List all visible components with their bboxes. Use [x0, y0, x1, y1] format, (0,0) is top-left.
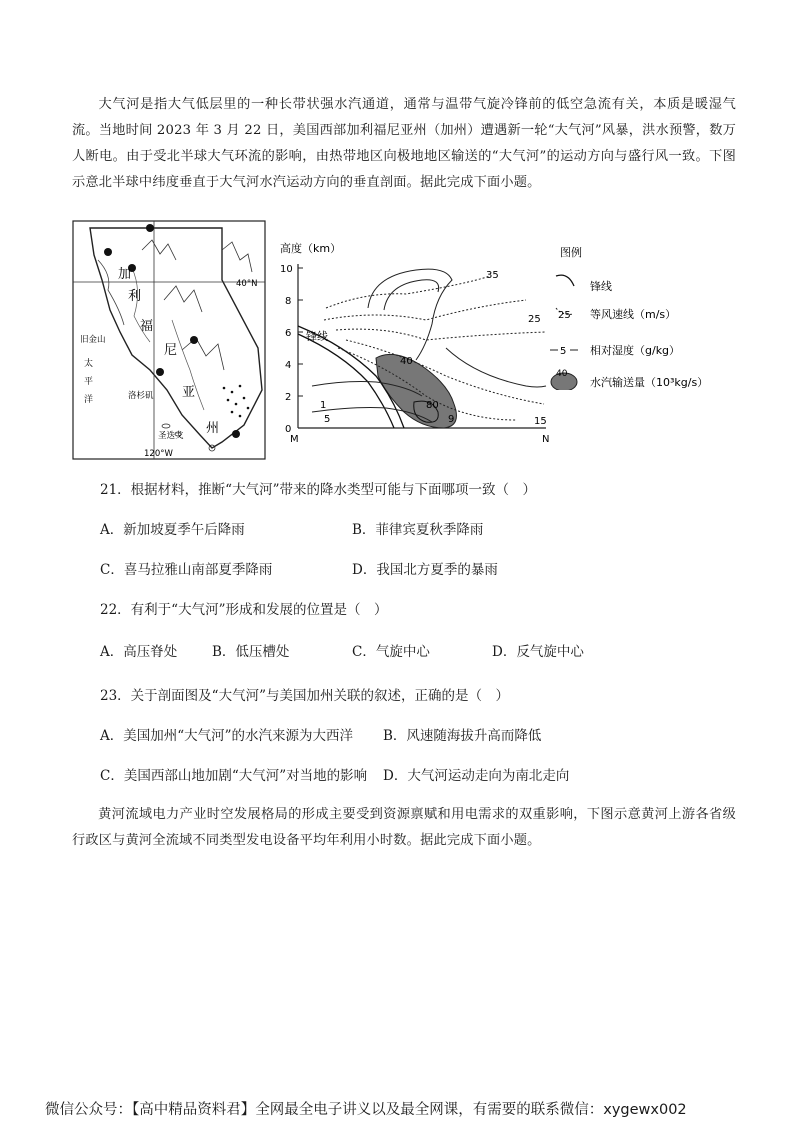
q22-option-b[interactable]: B．低压槽处: [212, 644, 290, 660]
y-axis-label: 高度（km）: [280, 242, 342, 255]
q21-option-b[interactable]: B．菲律宾夏秋季降雨: [352, 522, 484, 538]
q23-option-b[interactable]: B．风速随海拔升高而降低: [383, 728, 542, 744]
legend: [546, 240, 736, 390]
y-tick: 4: [285, 360, 292, 371]
contour-label: 15: [534, 416, 547, 427]
intro-paragraph-1: 大气河是指大气低层里的一种长带状强水汽通道，通常与温带气旋冷锋前的低空急流有关，本质是暖湿气流。当地时间 2023 年 3 月 22 日，美国西部加利福尼亚州（加州）遭遇新一轮“大气河”风暴，洪水预警，数万人断电。由于受北半球大气环流的影响，由热带地区向极地地区输送的“大气河”的运动方向与盛行风一致。下图示意北半球中纬度垂直于大气河水汽运动方向的垂直剖面。据此完成下面小题。: [72, 97, 736, 190]
longitude-label: 120°W: [144, 449, 173, 459]
x-axis-right-label: N: [542, 434, 550, 445]
latitude-label: 40°N: [236, 279, 258, 289]
state-char: 利: [128, 289, 142, 304]
ocean-char: 平: [84, 377, 94, 387]
city-los-angeles: 洛杉矶: [128, 391, 154, 401]
contour-label: 5: [324, 414, 331, 425]
contour-label: 80: [426, 400, 439, 411]
question-22-stem: 22．有利于“大气河”形成和发展的位置是（ ）: [100, 602, 388, 618]
vertical-profile-diagram: [276, 236, 566, 448]
y-tick: 6: [285, 328, 292, 339]
state-outline: [90, 228, 262, 448]
q21-option-c[interactable]: C．喜马拉雅山南部夏季降雨: [100, 562, 273, 578]
contour-label: 25: [528, 314, 541, 325]
y-tick: 8: [285, 296, 292, 307]
footer-wechat-notice: 微信公众号：【高中精品资料君】全网最全电子讲义以及最全网课，有需要的联系微信：xygewx002: [45, 1102, 687, 1118]
water-vapor-transport-area: [376, 354, 456, 428]
legend-wind-symbol: 25: [558, 310, 571, 321]
x-axis-left-label: M: [290, 434, 299, 445]
legend-vapor-symbol: 40: [556, 369, 568, 379]
contour-label: 35: [486, 270, 499, 281]
y-tick: 2: [285, 392, 292, 403]
contour-label: 40: [400, 356, 413, 367]
q22-option-d[interactable]: D．反气旋中心: [492, 644, 584, 660]
state-char: 尼: [164, 343, 178, 358]
legend-title: 图例: [560, 246, 582, 259]
legend-water-vapor-transport: 水汽输送量（10³kg/s）: [590, 376, 709, 389]
california-map: [72, 220, 266, 460]
q23-option-d[interactable]: D．大气河运动走向为南北走向: [383, 768, 570, 784]
y-tick: 10: [280, 264, 293, 275]
state-char: 亚: [182, 385, 196, 400]
intro-paragraph-2: 黄河流域电力产业时空发展格局的形成主要受到资源禀赋和用电需求的双重影响，下图示意黄河上游各省级行政区与黄河全流域不同类型发电设备平均年利用小时数。据此完成下面小题。: [72, 807, 736, 848]
question-23-stem: 23．关于剖面图及“大气河”与美国加州关联的叙述，正确的是（ ）: [100, 688, 509, 704]
question-21-stem: 21．根据材料，推断“大气河”带来的降水类型可能与下面哪项一致（ ）: [100, 482, 536, 498]
contour-label: 1: [320, 400, 327, 411]
state-char: 福: [140, 319, 154, 334]
legend-relative-humidity: 相对湿度（g/kg）: [590, 344, 681, 357]
q21-option-a[interactable]: A．新加坡夏季午后降雨: [100, 522, 245, 538]
q23-option-a[interactable]: A．美国加州“大气河”的水汽来源为大西洋: [100, 728, 354, 744]
front-label: 锋线: [306, 330, 328, 343]
city-san-diego: 圣迭戈: [158, 431, 184, 441]
city-san-francisco: 旧金山: [80, 335, 106, 345]
q23-option-c[interactable]: C．美国西部山地加剧“大气河”对当地的影响: [100, 768, 368, 784]
legend-wind-speed: 等风速线（m/s）: [590, 308, 677, 321]
legend-front-line: 锋线: [590, 280, 612, 293]
legend-humidity-symbol: 5: [560, 346, 567, 357]
q21-option-d[interactable]: D．我国北方夏季的暴雨: [352, 562, 498, 578]
ocean-char: 太: [84, 359, 94, 369]
ocean-char: 洋: [84, 395, 94, 405]
state-char: 加: [118, 267, 132, 282]
y-tick: 0: [285, 424, 292, 435]
q22-option-a[interactable]: A．高压脊处: [100, 644, 178, 660]
q22-option-c[interactable]: C．气旋中心: [352, 644, 430, 660]
state-char: 州: [206, 421, 220, 436]
contour-label: 9: [448, 414, 455, 425]
